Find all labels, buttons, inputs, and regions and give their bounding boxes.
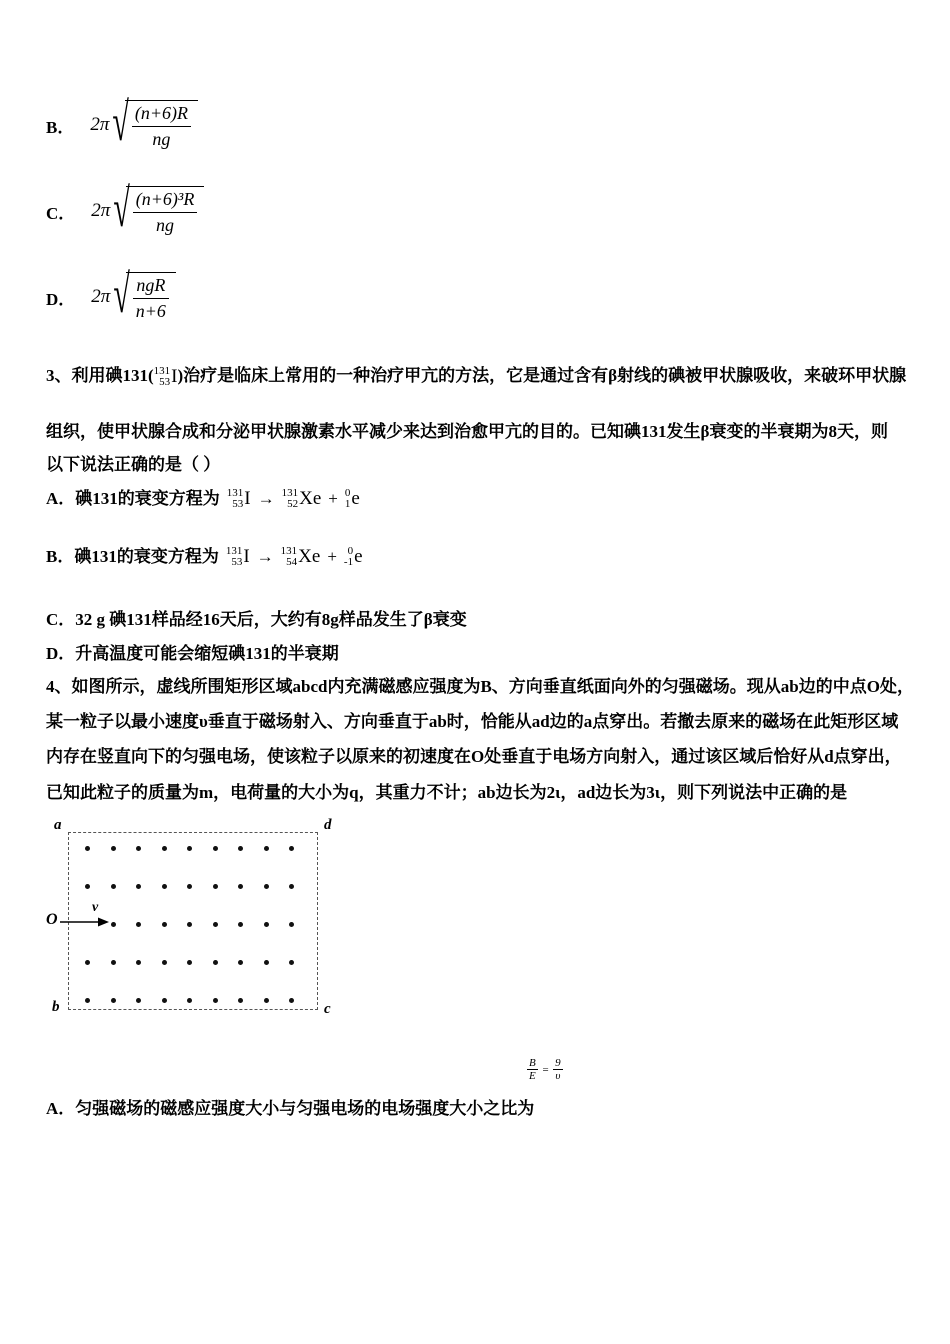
atomic-number: 52 (287, 498, 299, 510)
ratio-formula (527, 1058, 563, 1082)
element-symbol: I (171, 366, 178, 388)
nuclide-prescripts (154, 366, 171, 388)
field-dot (111, 922, 116, 927)
fraction (132, 103, 191, 150)
field-dot (187, 846, 192, 851)
field-dot (111, 884, 116, 889)
radical-sign-icon: √ (113, 179, 130, 239)
formula-option-d (91, 265, 176, 325)
field-dot (162, 998, 167, 1003)
atomic-number: 53 (231, 556, 243, 568)
nuclide-prescripts (345, 488, 351, 510)
field-dot (162, 922, 167, 927)
mass-number: 131 (153, 365, 171, 378)
fraction (133, 189, 198, 236)
element-symbol: Xe (298, 546, 321, 567)
reaction-arrow: → (257, 489, 275, 508)
numerator: ngR (136, 275, 166, 295)
coefficient: 2π (90, 114, 110, 135)
element-symbol: e (354, 546, 363, 567)
atomic-number: 53 (232, 498, 244, 510)
nuclide-prescripts (344, 546, 353, 568)
field-dot (136, 960, 141, 965)
magnetic-field-figure (46, 817, 390, 1025)
field-dot (111, 846, 116, 851)
numerator: B (529, 1057, 536, 1069)
entry-point-label-o: O (46, 911, 58, 928)
nuclide-iodine-131 (227, 488, 251, 510)
fraction (133, 275, 169, 322)
field-dot (187, 922, 192, 927)
option-row-c (46, 179, 204, 239)
field-dot (264, 998, 269, 1003)
q4-option-a: A．匀强磁场的磁感应强度大小与匀强电场的电场强度大小之比为 (46, 1099, 535, 1118)
atomic-number: -1 (343, 556, 354, 568)
radicand (126, 272, 176, 322)
radicand (125, 100, 198, 150)
q3-stem-line1 (46, 364, 916, 388)
field-dot (136, 998, 141, 1003)
field-dot (264, 922, 269, 927)
nuclide-prescripts (227, 488, 244, 510)
coefficient: 2π (91, 200, 111, 221)
corner-label-c: c (324, 1001, 331, 1017)
formula-option-b (90, 93, 198, 153)
field-dot (213, 922, 218, 927)
numerator: 9 (555, 1057, 561, 1069)
field-dot (289, 960, 294, 965)
field-dot (187, 998, 192, 1003)
field-dot (213, 846, 218, 851)
mass-number: 0 (347, 545, 354, 557)
q4-stem-line1: 4、如图所示，虚线所围矩形区域abcd内充满磁感应强度为B、方向垂直纸面向外的匀强磁场。现从ab边的中点O处， (46, 677, 914, 696)
q3-line1-pre: 3、利用碘131( (46, 366, 154, 385)
mass-number: 131 (226, 487, 244, 499)
field-dot (213, 998, 218, 1003)
corner-label-a: a (54, 817, 62, 833)
formula-option-c (91, 179, 204, 239)
nuclide-xenon-131 (281, 546, 321, 568)
numerator: (n+6)R (134, 103, 188, 123)
nuclide-beta-particle (345, 488, 360, 510)
radicand (126, 186, 205, 236)
equals-sign: = (541, 1064, 550, 1076)
q3-option-a (46, 487, 360, 511)
field-dot (289, 884, 294, 889)
field-dot (213, 960, 218, 965)
field-dot (238, 846, 243, 851)
option-row-d (46, 265, 176, 325)
element-symbol: I (243, 546, 250, 567)
denominator: E (529, 1070, 536, 1082)
nuclide-iodine-131 (154, 366, 178, 388)
q4-stem-line4: 已知此粒子的质量为m，电荷量的大小为q，其重力不计；ab边长为2ι，ad边长为3ι，则下列说法中正确的是 (46, 783, 848, 802)
option-row-b (46, 93, 198, 153)
nuclide-prescripts (281, 546, 298, 568)
field-dot (162, 846, 167, 851)
denominator: n+6 (133, 298, 169, 322)
atomic-number: 1 (344, 498, 351, 510)
field-dot (187, 884, 192, 889)
field-dot (238, 998, 243, 1003)
mass-number: 131 (280, 545, 298, 557)
q3-line1-post: )治疗是临床上常用的一种治疗甲亢的方法，它是通过含有β射线的碘被甲状腺吸收，来破环甲状腺 (177, 366, 907, 385)
nuclide-xenon-131 (282, 488, 322, 510)
field-dot (85, 998, 90, 1003)
field-dot (264, 960, 269, 965)
corner-label-b: b (52, 999, 60, 1015)
element-symbol: Xe (299, 488, 322, 509)
field-dot (289, 922, 294, 927)
q3-option-b-text: B．碘131的衰变方程为 (46, 547, 219, 566)
q4-stem-line3: 内存在竖直向下的匀强电场，使该粒子以原来的初速度在O处垂直于电场方向射入，通过该区域后恰好从d点穿出， (46, 747, 902, 766)
field-dot (238, 884, 243, 889)
field-dot (238, 922, 243, 927)
field-dot (111, 960, 116, 965)
q3-option-a-text: A．碘131的衰变方程为 (46, 489, 220, 508)
atomic-number: 53 (159, 376, 171, 389)
q3-stem-line3: 以下说法正确的是（ ） (46, 455, 221, 474)
option-label-c: C． (46, 203, 76, 223)
nuclide-beta-particle (344, 546, 363, 568)
field-dot (162, 960, 167, 965)
radical-sign-icon: √ (112, 93, 129, 153)
field-dot (136, 884, 141, 889)
q3-option-d: D．升高温度可能会缩短碘131的半衰期 (46, 644, 339, 663)
mass-number: 131 (281, 487, 299, 499)
q3-option-c: C．32 g 碘131样品经16天后，大约有8g样品发生了β衰变 (46, 610, 467, 629)
fraction-result (553, 1058, 563, 1082)
field-dot (85, 884, 90, 889)
mass-number: 131 (225, 545, 243, 557)
reaction-arrow: → (256, 547, 274, 566)
denominator: ng (132, 126, 191, 150)
denominator: ng (133, 212, 198, 236)
numerator: (n+6)³R (135, 189, 195, 209)
field-dot (85, 846, 90, 851)
field-dot (264, 846, 269, 851)
field-dot (162, 884, 167, 889)
plus-sign: + (328, 489, 338, 508)
atomic-number: 54 (286, 556, 298, 568)
field-dot (238, 960, 243, 965)
fraction-b-over-e (527, 1058, 538, 1082)
radical-sign-icon: √ (113, 265, 130, 325)
q4-stem-line2: 某一粒子以最小速度υ垂直于磁场射入、方向垂直于ab时，恰能从ad边的a点穿出。若撤去原来的磁场在此矩形区域 (46, 712, 899, 731)
q3-stem-line2: 组织，使甲状腺合成和分泌甲状腺激素水平减少来达到治愈甲亢的目的。已知碘131发生β衰变的半衰期为8天，则 (46, 422, 888, 441)
option-label-b: B． (46, 117, 75, 137)
field-dot (289, 998, 294, 1003)
mass-number: 0 (344, 487, 351, 499)
velocity-arrow-icon (60, 914, 110, 930)
plus-sign: + (327, 547, 337, 566)
option-label-d: D． (46, 289, 76, 309)
corner-label-d: d (324, 817, 332, 833)
field-dot (111, 998, 116, 1003)
field-dot (289, 846, 294, 851)
field-dot (136, 846, 141, 851)
nuclide-iodine-131 (226, 546, 250, 568)
coefficient: 2π (91, 286, 111, 307)
q3-option-b (46, 545, 363, 569)
field-dot (85, 960, 90, 965)
field-dot (213, 884, 218, 889)
field-dot (136, 922, 141, 927)
denominator: υ (553, 1069, 563, 1082)
field-dot (264, 884, 269, 889)
nuclide-prescripts (282, 488, 299, 510)
element-symbol: e (351, 488, 360, 509)
field-dot (187, 960, 192, 965)
velocity-label: v (92, 900, 99, 915)
nuclide-prescripts (226, 546, 243, 568)
element-symbol: I (244, 488, 251, 509)
